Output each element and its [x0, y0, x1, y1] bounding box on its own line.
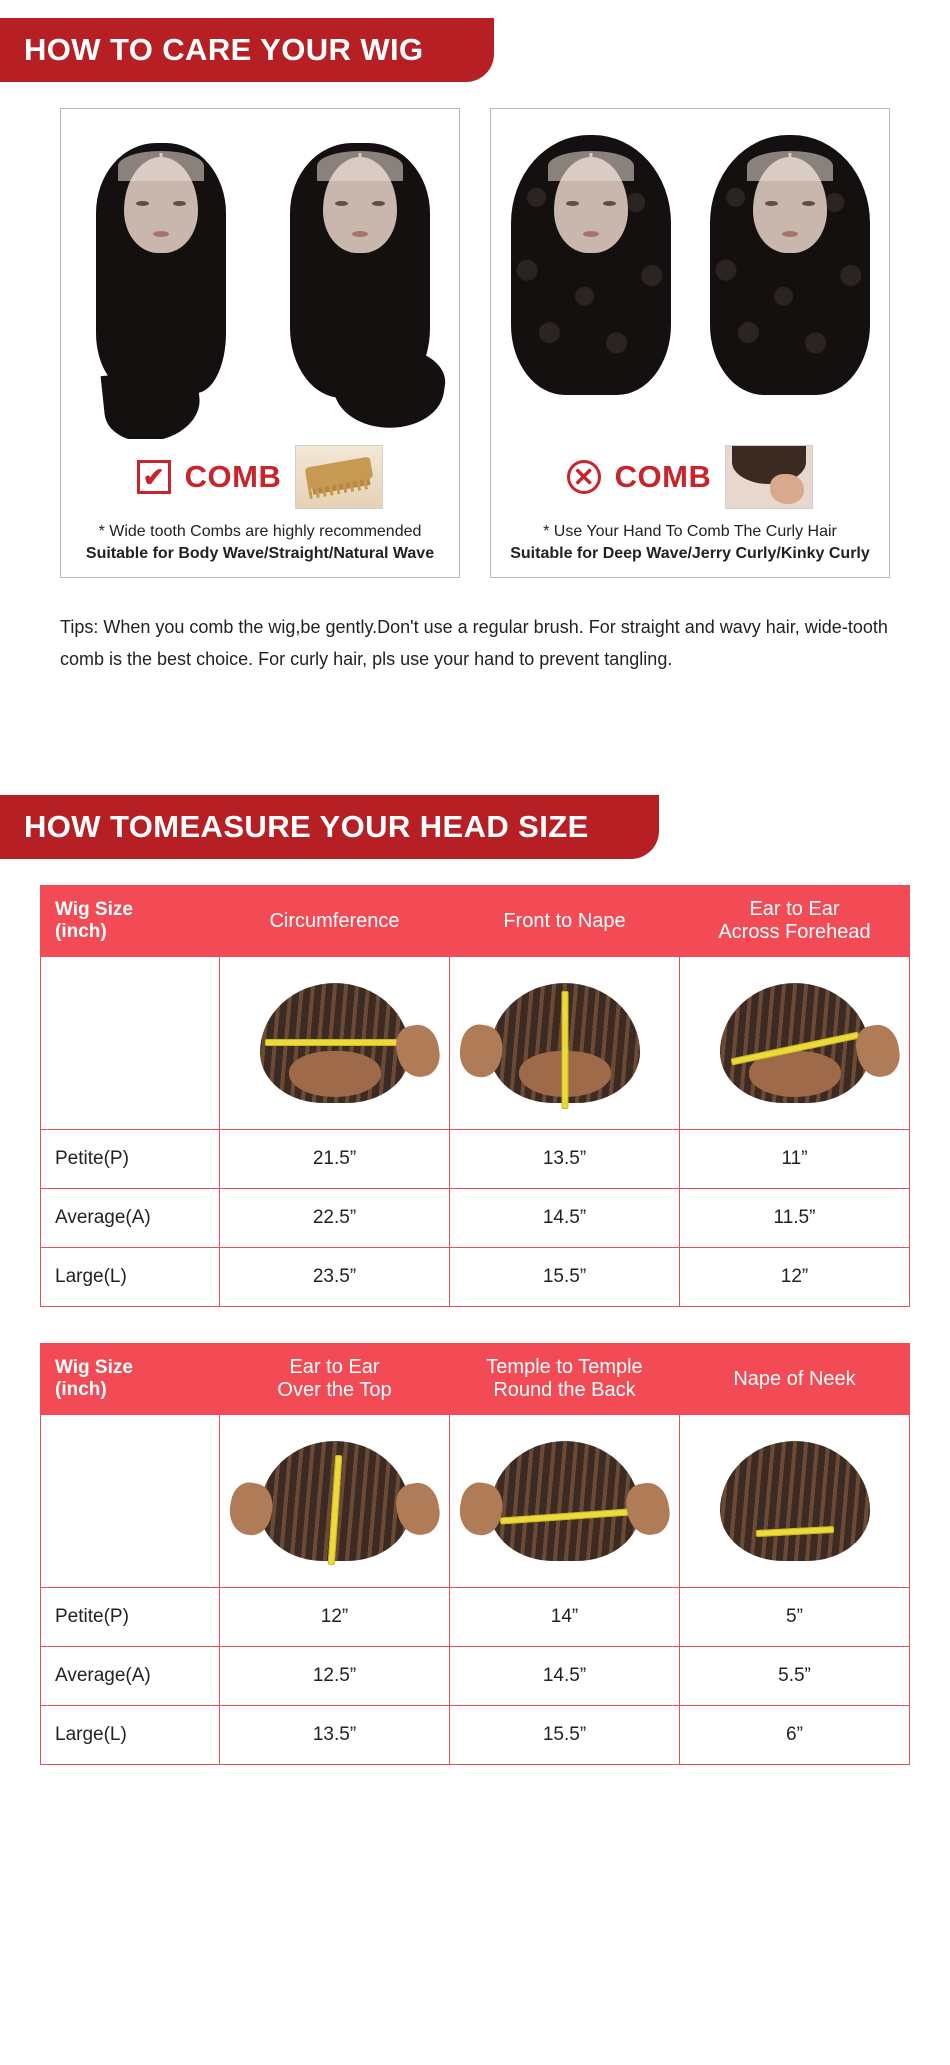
- care-tips-text: Tips: When you comb the wig,be gently.Don't use a regular brush. For straight and wavy hair, wide-tooth comb is the best choice. For curly hair, pls use your hand to prevent tangling.: [60, 617, 888, 669]
- table-row: [41, 1588, 910, 1647]
- braided-head-illustration: [224, 1427, 445, 1575]
- header-ear-to-ear-top-line1: Ear to Ear: [289, 1356, 380, 1378]
- image-nape-of-neck: [680, 1415, 910, 1588]
- measure-section-banner: [0, 795, 950, 859]
- header-temple-to-temple: [450, 1344, 680, 1415]
- comb-box-recommended: [60, 108, 460, 578]
- comb-word-left: COMB: [184, 459, 282, 494]
- comb-word-right: COMB: [614, 459, 712, 494]
- body-wave-wig-figure: [260, 109, 459, 439]
- right-caption-bold: Suitable for Deep Wave/Jerry Curly/Kinky Curly: [510, 545, 870, 562]
- size-table-2: [40, 1343, 910, 1765]
- empty-cell: [41, 1415, 220, 1588]
- kinky-curly-wig-figure: [690, 109, 889, 439]
- curly-wig-photo: [491, 109, 889, 439]
- braided-scalp: [720, 983, 870, 1103]
- image-ear-to-ear-over-top: [220, 1415, 450, 1588]
- table-image-row: [41, 957, 910, 1130]
- cell-circumference: 23.5”: [220, 1248, 450, 1307]
- lips-icon: [352, 231, 368, 237]
- row-label: Average(A): [41, 1647, 220, 1706]
- cell-ear-to-ear-forehead: 11”: [680, 1130, 910, 1189]
- table-row: [41, 1130, 910, 1189]
- check-mark-icon: ✔: [137, 460, 171, 494]
- braided-scalp: [720, 1441, 870, 1561]
- header-ear-to-ear-forehead: [680, 886, 910, 957]
- table-header-row: [41, 1344, 910, 1415]
- cell-nape-of-neck: 6”: [680, 1706, 910, 1765]
- cell-circumference: 22.5”: [220, 1189, 450, 1248]
- not-recommended-comb-label: [491, 439, 889, 517]
- header-wig-size-line1: Wig Size: [55, 899, 133, 921]
- wide-tooth-comb-icon: [295, 445, 383, 509]
- header-front-to-nape: Front to Nape: [450, 886, 680, 957]
- image-front-to-nape: [450, 957, 680, 1130]
- eye-icon: [372, 201, 385, 206]
- table-header-row: [41, 886, 910, 957]
- header-ear-to-ear-top-line2: Over the Top: [277, 1379, 392, 1401]
- hand-combing-icon: [725, 445, 813, 509]
- cell-ear-to-ear-forehead: 11.5”: [680, 1189, 910, 1248]
- braided-head-illustration: [454, 1427, 675, 1575]
- row-label: Petite(P): [41, 1130, 220, 1189]
- header-ear-to-ear-over-top: [220, 1344, 450, 1415]
- measuring-tape: [755, 1526, 833, 1537]
- header-wig-size: [41, 1344, 220, 1415]
- braided-head-illustration: [684, 969, 905, 1117]
- braided-scalp: [490, 1441, 640, 1561]
- wig-care-and-size-guide: [0, 18, 950, 1841]
- comb-box-not-recommended: [490, 108, 890, 578]
- hair-part-line: [159, 153, 162, 179]
- eye-icon: [603, 201, 616, 206]
- comb-comparison-row: [0, 108, 950, 578]
- measuring-tape: [327, 1455, 342, 1565]
- cell-front-to-nape: 14.5”: [450, 1189, 680, 1248]
- cell-front-to-nape: 15.5”: [450, 1248, 680, 1307]
- braided-head-illustration: [684, 1427, 905, 1575]
- eye-icon: [566, 201, 579, 206]
- straight-wig-figure: [61, 109, 260, 439]
- cross-mark-icon: ✕: [567, 460, 601, 494]
- header-temple-line2: Round the Back: [493, 1379, 636, 1401]
- measuring-tape: [561, 991, 568, 1109]
- cell-ear-to-ear-over-top: 12.5”: [220, 1647, 450, 1706]
- table-image-row: [41, 1415, 910, 1588]
- image-temple-to-temple: [450, 1415, 680, 1588]
- size-table-1: [40, 885, 910, 1307]
- header-wig-size-line2: (inch): [55, 1379, 107, 1400]
- eye-icon: [335, 201, 348, 206]
- braided-head-illustration: [224, 969, 445, 1117]
- measure-section-title: HOW TOMEASURE YOUR HEAD SIZE: [0, 795, 659, 859]
- braided-scalp: [260, 1441, 410, 1561]
- cell-nape-of-neck: 5.5”: [680, 1647, 910, 1706]
- header-ear-to-ear-line1: Ear to Ear: [749, 898, 840, 920]
- cell-ear-to-ear-forehead: 12”: [680, 1248, 910, 1307]
- lips-icon: [153, 231, 169, 237]
- hair-part-line: [788, 153, 791, 179]
- size-tables: [0, 885, 950, 1765]
- braided-scalp: [490, 983, 640, 1103]
- header-nape-of-neck: Nape of Neek: [680, 1344, 910, 1415]
- table-row: [41, 1248, 910, 1307]
- eye-icon: [136, 201, 149, 206]
- cell-circumference: 21.5”: [220, 1130, 450, 1189]
- table-row: [41, 1647, 910, 1706]
- cell-ear-to-ear-over-top: 13.5”: [220, 1706, 450, 1765]
- header-ear-to-ear-line2: Across Forehead: [718, 921, 871, 943]
- table-row: [41, 1189, 910, 1248]
- lips-icon: [782, 231, 798, 237]
- image-circumference: [220, 957, 450, 1130]
- straight-and-wavy-wig-photo: [61, 109, 459, 439]
- care-section-banner: [0, 18, 950, 82]
- hair-part-line: [589, 153, 592, 179]
- measuring-tape: [265, 1039, 405, 1046]
- measuring-tape: [499, 1508, 629, 1524]
- eye-icon: [802, 201, 815, 206]
- right-caption: * Use Your Hand To Comb The Curly Hair: [543, 523, 837, 540]
- cell-nape-of-neck: 5”: [680, 1588, 910, 1647]
- image-ear-to-ear-forehead: [680, 957, 910, 1130]
- braided-scalp: [260, 983, 410, 1103]
- cell-temple-to-temple: 14.5”: [450, 1647, 680, 1706]
- cell-front-to-nape: 13.5”: [450, 1130, 680, 1189]
- hair-part-line: [358, 153, 361, 179]
- eye-icon: [173, 201, 186, 206]
- deep-wave-wig-figure: [491, 109, 690, 439]
- table-row: [41, 1706, 910, 1765]
- lips-icon: [583, 231, 599, 237]
- left-caption-bold: Suitable for Body Wave/Straight/Natural Wave: [85, 545, 435, 562]
- header-wig-size: [41, 886, 220, 957]
- eye-icon: [765, 201, 778, 206]
- header-wig-size-line1: Wig Size: [55, 1357, 133, 1379]
- recommended-comb-label: [61, 439, 459, 517]
- row-label: Petite(P): [41, 1588, 220, 1647]
- header-wig-size-line2: (inch): [55, 921, 107, 942]
- header-circumference: Circumference: [220, 886, 450, 957]
- empty-cell: [41, 957, 220, 1130]
- forehead-skin: [289, 1051, 381, 1097]
- header-temple-line1: Temple to Temple: [486, 1356, 643, 1378]
- row-label: Large(L): [41, 1248, 220, 1307]
- cell-temple-to-temple: 15.5”: [450, 1706, 680, 1765]
- braided-head-illustration: [454, 969, 675, 1117]
- care-section-title: HOW TO CARE YOUR WIG: [0, 18, 494, 82]
- row-label: Large(L): [41, 1706, 220, 1765]
- cell-ear-to-ear-over-top: 12”: [220, 1588, 450, 1647]
- left-caption: * Wide tooth Combs are highly recommended: [98, 523, 422, 540]
- row-label: Average(A): [41, 1189, 220, 1248]
- cell-temple-to-temple: 14”: [450, 1588, 680, 1647]
